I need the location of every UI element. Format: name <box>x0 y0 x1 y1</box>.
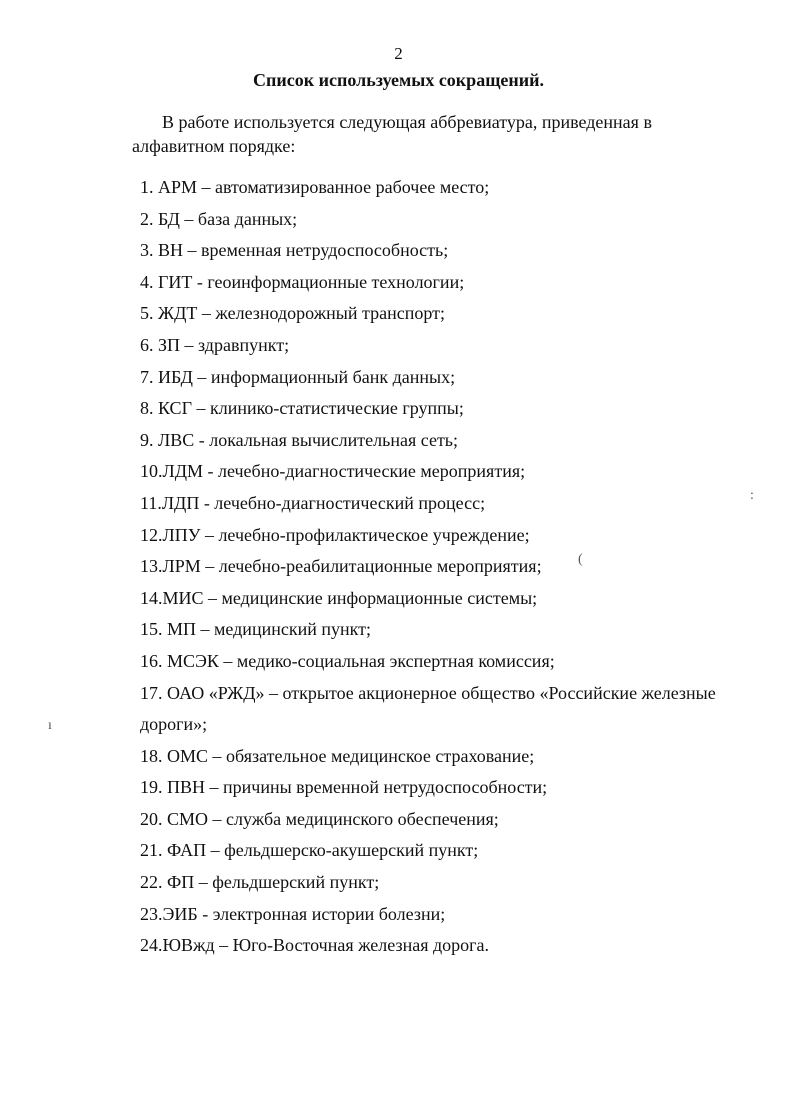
scan-mark-right: : <box>750 488 754 503</box>
list-item: 12.ЛПУ – лечебно-профилактическое учреждение; <box>140 524 530 545</box>
list-item: 4. ГИТ - геоинформационные технологии; <box>140 271 465 292</box>
list-item: 7. ИБД – информационный банк данных; <box>140 366 456 387</box>
list-item: 18. ОМС – обязательное медицинское страхование; <box>140 745 535 766</box>
list-item: 5. ЖДТ – железнодорожный транспорт; <box>140 303 445 324</box>
page-number: 2 <box>394 44 403 63</box>
list-item: 19. ПВН – причины временной нетрудоспособности; <box>140 777 548 798</box>
list-item: 6. ЗП – здравпункт; <box>140 334 290 355</box>
list-item: 22. ФП – фельдшерский пункт; <box>140 872 380 893</box>
page-title: Список используемых сокращений. <box>253 70 544 90</box>
list-item: 3. ВН – временная нетрудоспособность; <box>140 240 449 261</box>
list-item: 24.ЮВжд – Юго-Восточная железная дорога. <box>140 935 490 956</box>
list-item: 8. КСГ – клинико-статистические группы; <box>140 398 464 419</box>
list-item: 9. ЛВС - локальная вычислительная сеть; <box>140 429 459 450</box>
list-item: 11.ЛДП - лечебно-диагностический процесс; <box>140 492 486 513</box>
list-item: 17. ОАО «РЖД» – открытое акционерное общество «Российские железные дороги»; <box>140 682 716 735</box>
list-item: 21. ФАП – фельдшерско-акушерский пункт; <box>140 840 479 861</box>
scan-mark-paren: ( <box>578 552 583 567</box>
list-item: 1. АРМ – автоматизированное рабочее место; <box>140 177 490 197</box>
list-item: 14.МИС – медицинские информационные системы; <box>140 587 538 608</box>
list-item: 15. МП – медицинский пункт; <box>140 619 371 640</box>
abbreviation-list <box>140 172 740 962</box>
list-item: 16. МСЭК – медико-социальная экспертная комиссия; <box>140 650 555 671</box>
list-item: 20. СМО – служба медицинского обеспечения; <box>140 808 499 829</box>
intro-paragraph: В работе используется следующая аббревиатура, приведенная в алфавитном порядке: <box>132 112 652 156</box>
list-item: 13.ЛРМ – лечебно-реабилитационные мероприятия; <box>140 556 542 577</box>
list-item: 10.ЛДМ - лечебно-диагностические мероприятия; <box>140 461 526 482</box>
list-item: 2. БД – база данных; <box>140 208 298 229</box>
scan-mark-left: ı <box>48 718 52 733</box>
list-item: 23.ЭИБ - электронная истории болезни; <box>140 903 446 924</box>
